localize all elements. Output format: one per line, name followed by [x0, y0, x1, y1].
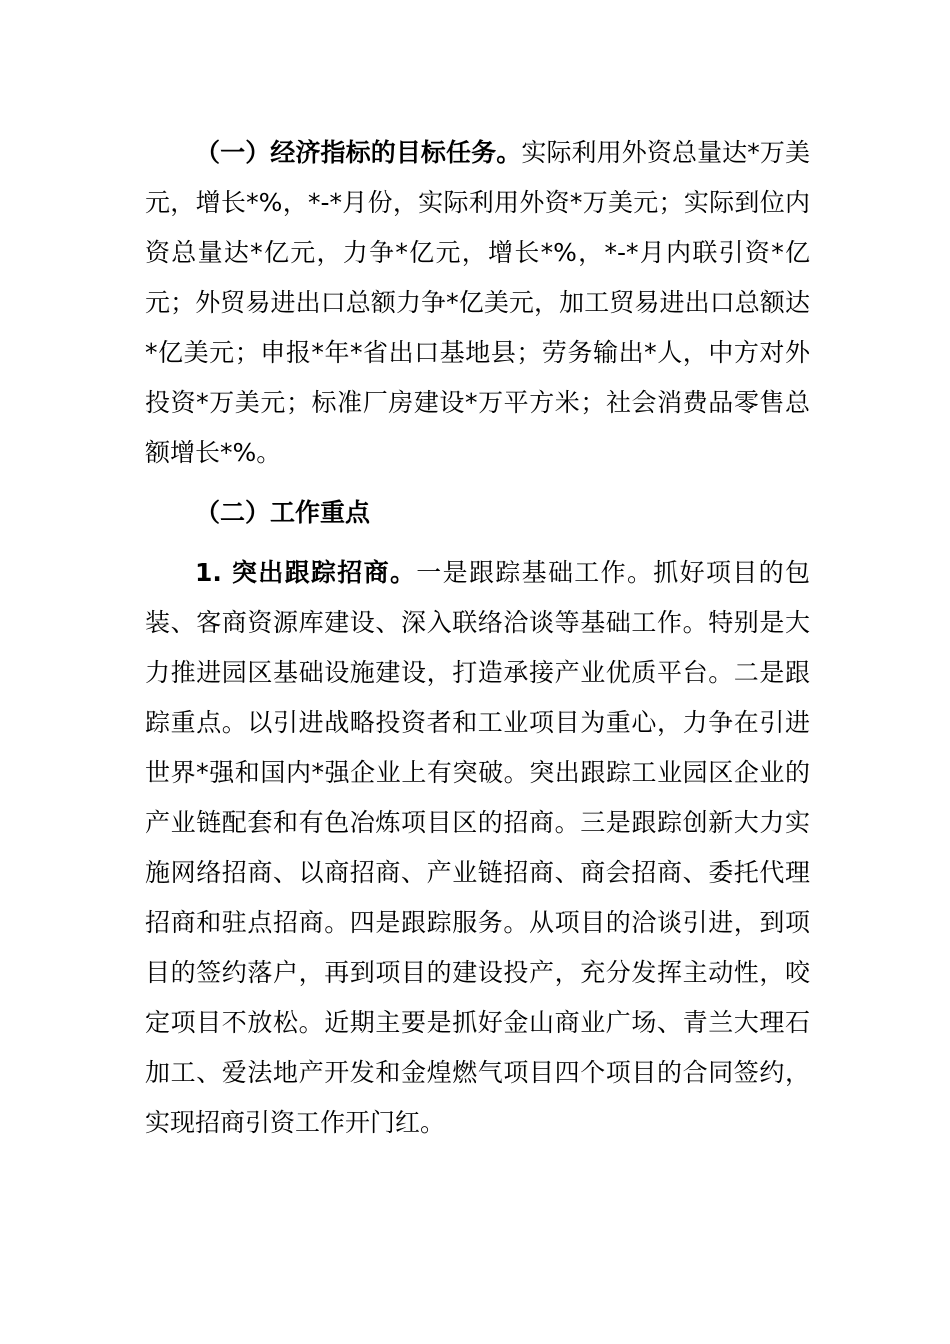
- paragraph-text: 一是跟踪基础工作。抓好项目的包装、客商资源库建设、深入联络洽谈等基础工作。特别是大力推进园区基础设施建设，打造承接产业优质平台。二是跟踪重点。以引进战略投资者和工业项目为重心，力争在引进世界*强和国内*强企业上有突破。突出跟踪工业园区企业的产业链配套和有色冶炼项目区的招商。三是跟踪创新大力实施网络招商、以商招商、产业链招商、商会招商、委托代理招商和驻点招商。四是跟踪服务。从项目的洽谈引进，到项目的签约落户，再到项目的建设投产，充分发挥主动性，咬定项目不放松。近期主要是抓好金山商业广场、青兰大理石加工、爱法地产开发和金煌燃气项目四个项目的合同签约，实现招商引资工作开门红。: [145, 558, 810, 1137]
- paragraph-economic-targets: [145, 128, 810, 478]
- document-body: [145, 128, 810, 1148]
- paragraph-text: 实际利用外资总量达*万美元，增长*%，*-*月份，实际利用外资*万美元；实际到位内资总量达*亿元，力争*亿元，增长*%，*-*月内联引资*亿元；外贸易进出口总额力争*亿美元，加工贸易进出口总额达*亿美元；申报*年*省出口基地县；劳务输出*人，中方对外投资*万美元；标准厂房建设*万平方米；社会消费品零售总额增长*%。: [145, 138, 810, 467]
- paragraph-work-focus: [145, 488, 810, 538]
- heading-economic-targets: （一）经济指标的目标任务。: [195, 138, 522, 167]
- heading-work-focus: （二）工作重点: [195, 498, 371, 527]
- paragraph-tracking-investment: [145, 548, 810, 1148]
- heading-tracking-investment: 1. 突出跟踪招商。: [195, 558, 417, 587]
